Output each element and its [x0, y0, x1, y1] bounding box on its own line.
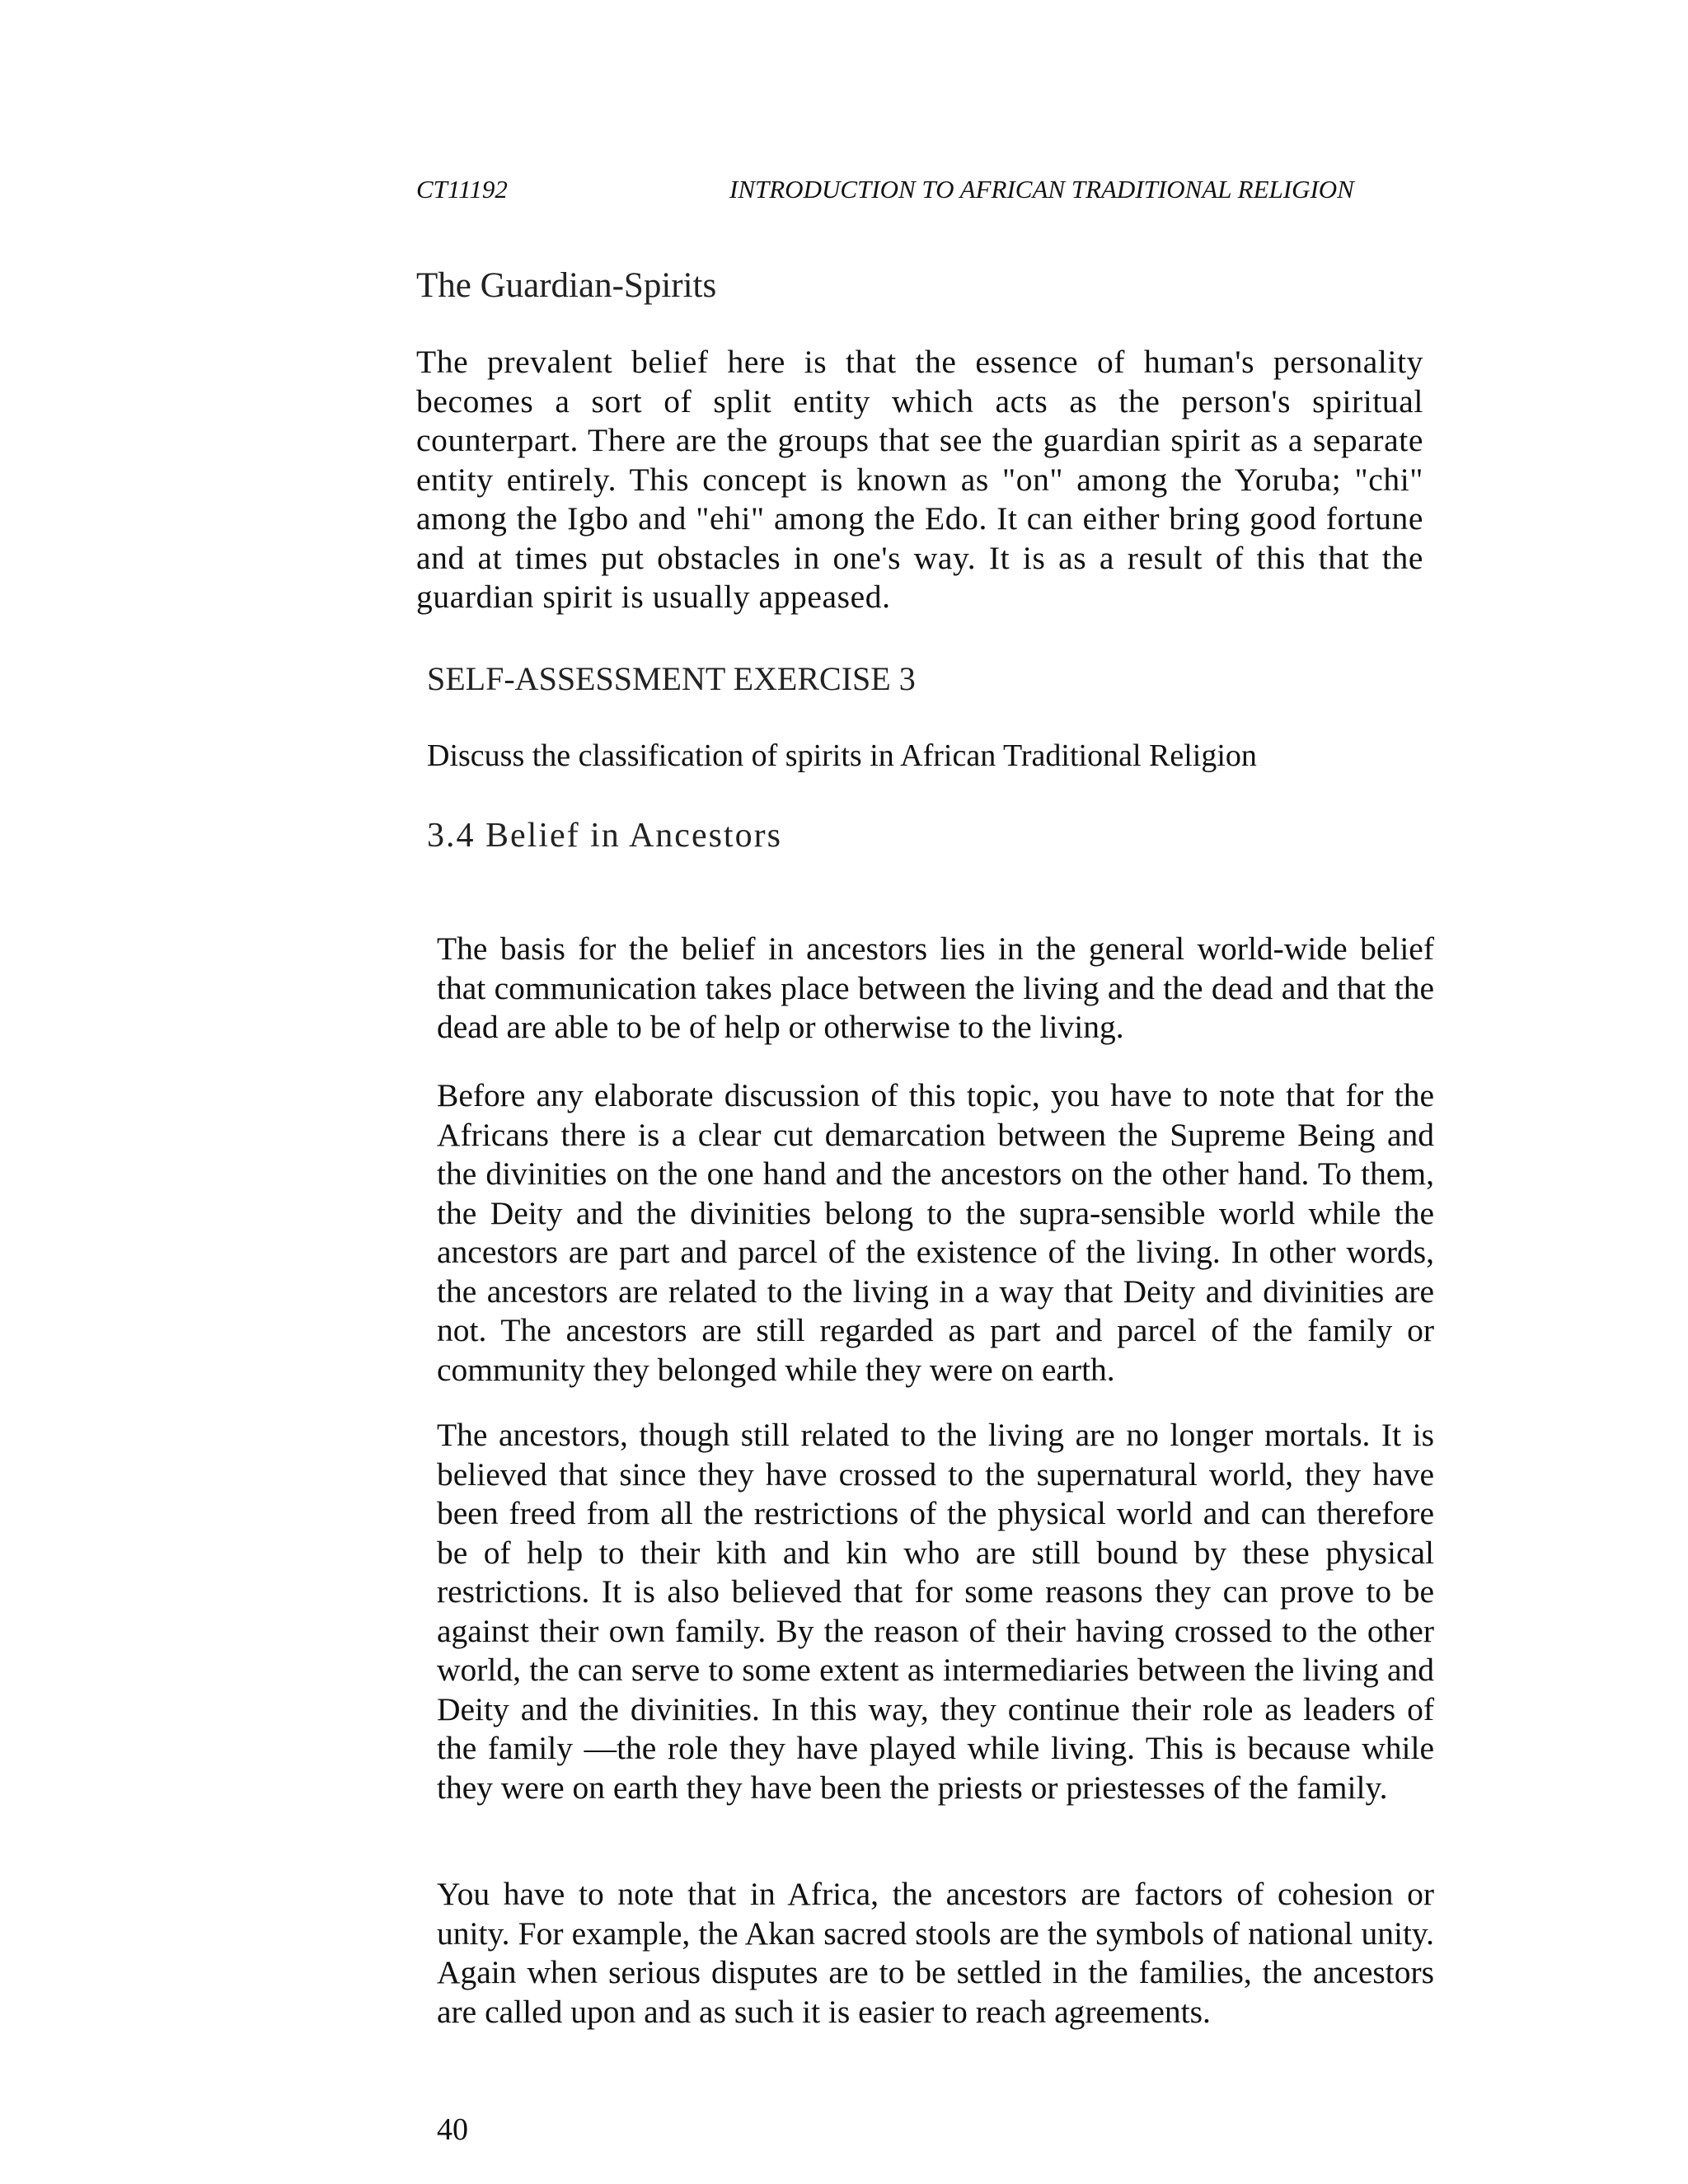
- running-header: [416, 175, 1381, 208]
- ancestors-paragraph-1: The basis for the belief in ancestors lies in the general world-wide belief that communication takes place between the living and the dead and that the dead are able to be of help or otherwise to the living.: [437, 930, 1434, 1045]
- ancestors-paragraph-4: You have to note that in Africa, the ancestors are factors of cohesion or unity. For example, the Akan sacred stools are the symbols of national unity. Again when serious disputes are to be settled in the families, the ancestors are called upon and as such it is easier to reach agreements.: [437, 1876, 1434, 2030]
- course-title: INTRODUCTION TO AFRICAN TRADITIONAL RELIGION: [729, 175, 1354, 204]
- section-heading-guardian-spirits: The Guardian-Spirits: [416, 266, 717, 305]
- guardian-spirits-paragraph: The prevalent belief here is that the essence of human's personality becomes a sort of split entity which acts as the person's spiritual counterpart. There are the groups that see the guardian spirit as a separate entity entirely. This concept is known as "on" among the Yoruba; "chi" among the Igbo and "ehi" among the Edo. It can either bring good fortune and at times put obstacles in one's way. It is as a result of this that the guardian spirit is usually appeased.: [416, 344, 1423, 615]
- exercise-heading: SELF-ASSESSMENT EXERCISE 3: [427, 660, 916, 697]
- ancestors-paragraph-3: The ancestors, though still related to the living are no longer mortals. It is believed that since they have crossed to the supernatural world, they have been freed from all the restrictions of the physical world and can therefore be of help to their kith and kin who are still bound by these physical restrictions. It is also believed that for some reasons they can prove to be against their own family. By the reason of their having crossed to the other world, the can serve to some extent as intermediaries between the living and Deity and the divinities. In this way, they continue their role as leaders of the family —the role they have played while living. This is because while they were on earth they have been the priests or priestesses of the family.: [437, 1417, 1434, 1806]
- exercise-question: Discuss the classification of spirits in African Traditional Religion: [427, 738, 1257, 773]
- page-number: 40: [437, 2112, 468, 2147]
- ancestors-paragraph-2: Before any elaborate discussion of this topic, you have to note that for the Africans there is a clear cut demarcation between the Supreme Being and the divinities on the one hand and the ancestors on the other hand. To them, the Deity and the divinities belong to the supra-sensible world while the ancestors are part and parcel of the existence of the living. In other words, the ancestors are related to the living in a way that Deity and divinities are not. The ancestors are still regarded as part and parcel of the family or community they belonged while they were on earth.: [437, 1077, 1434, 1388]
- course-code: CT11192: [416, 175, 508, 204]
- section-heading-ancestors: 3.4 Belief in Ancestors: [427, 817, 782, 855]
